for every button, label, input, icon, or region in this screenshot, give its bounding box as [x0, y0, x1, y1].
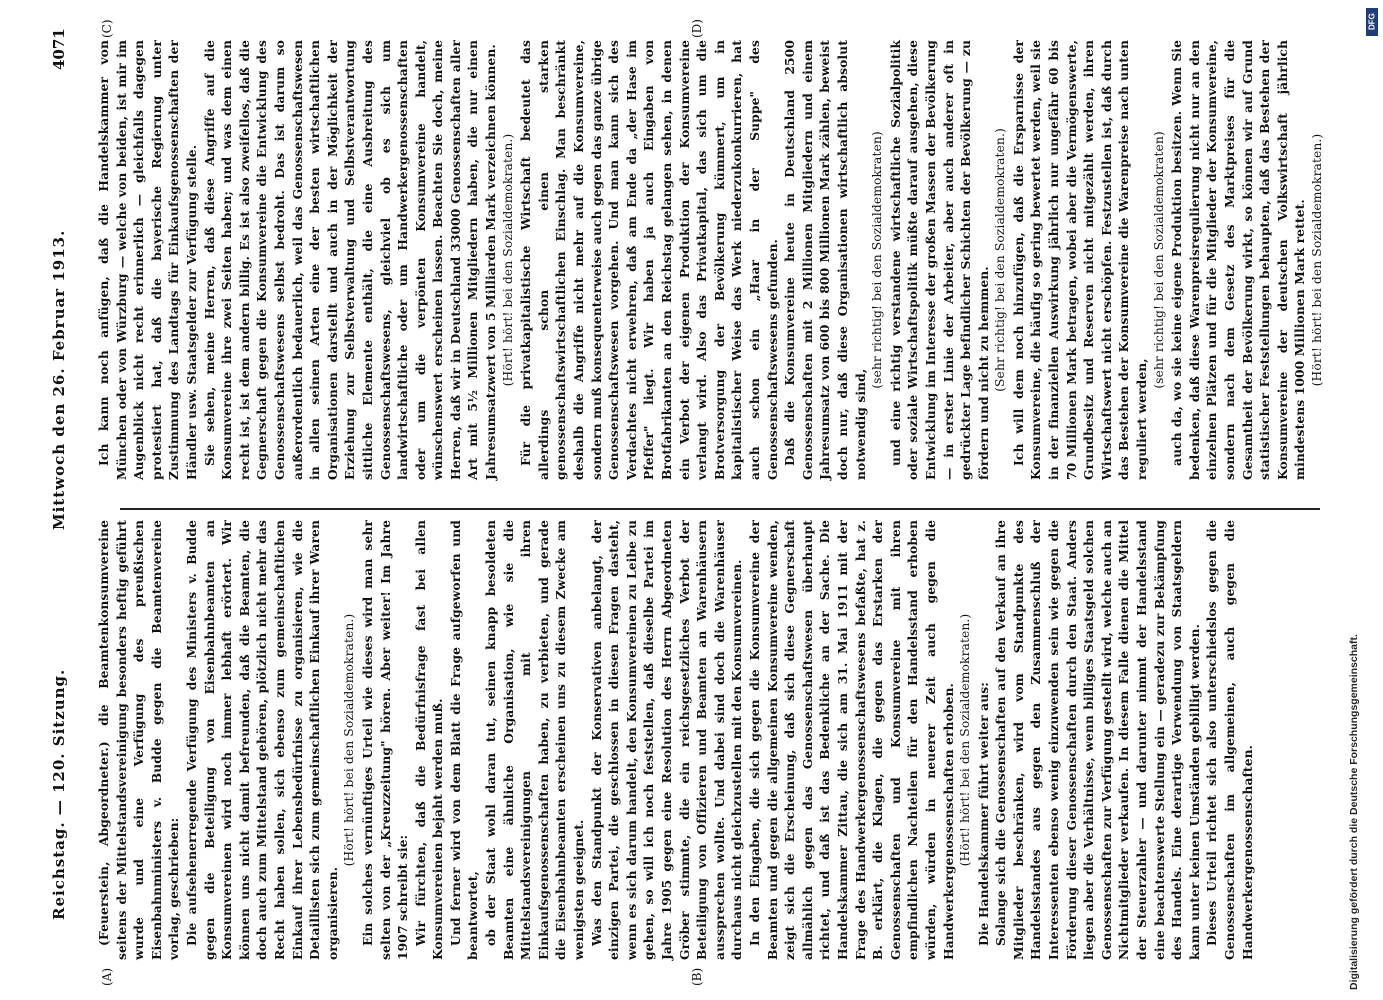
right-column: [95, 40, 1327, 480]
interjection: (sehr richtig! bei den Sozialdemokraten): [870, 131, 885, 389]
header-left: Reichstag. — 120. Sitzung.: [50, 668, 68, 920]
paragraph: Die aufsehenerregende Verfügung des Ministers v. Budde gegen die Beteiligung von Eisenbahnbeamten an Konsumvereinen wird noch immer lebhaft erörtert. Wir können uns nicht damit befreunden, daß die Beamten, die doch auch zum Mittelstand gehören, plötzlich nicht mehr das Recht haben sollen, sich ebenso zum gemeinschaftlichen Einkauf ihrer Lebensbedürfnisse zu organisieren, wie die Detaillisten sich zum gemeinschaftlichen Einkauf ihrer Waren organisieren.: [183, 520, 340, 960]
paragraph: Ein solches vernünftiges Urteil wie dieses wird man sehr selten von der „Kreuzzeitung" hören. Aber weiter! Im Jahre 1907 schreibt sie:: [359, 520, 411, 960]
paragraph: Ich will dem noch hinzufügen, daß die Ersparnisse der Konsumvereine, die häufig so gering bewertet werden, weil sie in der finanziellen Auswirkung jährlich nur ungefähr 60 bis 70 Millionen Mark betragen, wobei aber die Vermögenswerte, Grundbesitz und Reserven nicht mitgezählt werden, ihren Wirtschaftswert nicht erschöpfen. Festzustellen ist, daß durch das Bestehen der Konsumvereine die Warenpreise nach unten reguliert werden,: [1010, 40, 1150, 480]
paragraph: Sie sehen, meine Herren, daß diese Angriffe auf die Konsumvereine ihre zwei Seiten haben; und was dem einen recht ist, ist dem andern billig. Es ist also zweifellos, daß die Gegnerschaft gegen die Konsumvereine die Entwicklung des Genossenschaftswesens selbst bedroht. Das ist darum so außerordentlich bedauerlich, weil das Genossenschaftswesen in allen seinen Arten eine der besten wirtschaftlichen Organisationen darstellt und auch in der Möglichkeit der Erziehung zur Selbstverwaltung und Selbstverantwortung sittliche Elemente enthält, die eine Ausbreitung des Genossenschaftswesens, gleichviel ob es sich um landwirtschaftliche oder um Handwerkergenossenschaften oder um die verpönten Konsumvereine handelt, wünschenswert erscheinen lassen. Beachten Sie doch, meine Herren, daß wir in Deutschland 33000 Genossenschaften aller Art mit 5½ Millionen Mitgliedern haben, die nur einen Jahresumsatzwert von 5 Milliarden Mark verzeichnen können.: [201, 40, 499, 480]
interjection: (Hört! hört! bei den Sozialdemokraten.): [342, 613, 357, 867]
margin-marker-c: (C): [100, 19, 114, 38]
paragraph: Für die privatkapitalistische Wirtschaft bedeutet das allerdings schon einen starken genossenschaftswirtschaftlichen Einschlag. Man beschränkt deshalb die Angriffe nicht mehr auf die Konsumvereine, sondern muß konsequenterweise auch gegen das ganze übrige Genossenschaftswesen vorgehen. Und man kann sich des Verdachtes nicht erwehren, daß am Ende da „der Hase im Pfeffer" liegt. Wir haben ja auch Eingaben von Brotfabrikanten an den Reichstag gelangen sehen, in denen ein Verbot der eigenen Produktion der Konsumvereine verlangt wird. Also das Privatkapital, das sich um die Brotversorgung der Bevölkerung kümmert, um in kapitalistischer Weise das Werk niederzukonkurrieren, hat auch schon ein „Haar in der Suppe" des Genossenschaftswesens gefunden.: [518, 40, 780, 480]
paragraph: Die Handelskammer führt weiter aus:: [975, 682, 991, 946]
page-number: 4071: [50, 28, 68, 70]
interjection: (sehr richtig! bei den Sozialdemokraten): [1151, 131, 1166, 389]
paragraph: Solange sich die Genossenschaften auf den Verkauf an ihre Mitglieder beschränken, wird vom Standpunkte des Handelsstandes aus gegen den Zusammenschluß der Interessenten ebenso wenig einzuwenden sein wie gegen die Förderung dieser Genossenschaften durch den Staat. Anders liegen aber die Verhältnisse, wenn billiges Staatsgeld solchen Genossenschaften zur Verfügung gestellt wird, welche auch an Nichtmitglieder verkaufen. In diesem Falle dienen die Mittel der Steuerzahler — und darunter nimmt der Handelsstand eine beachtenswerte Stellung ein — geradezu zur Bekämpfung des Handels. Eine derartige Verwendung von Staatsgeldern kann unter keinen Umständen gebilligt werden.: [993, 520, 1202, 960]
paragraph: ob der Staat wohl daran tut, seinen knapp besoldeten Beamten eine ähnliche Organisation, wie sie die Mittelstandsvereinigungen mit ihren Einkaufsgenossenschaften haben, zu verbieten, und gerade die Eisenbahnbeamten erscheinen uns zu diesem Zwecke am wenigsten geeignet.: [483, 520, 587, 960]
paragraph: Und ferner wird von dem Blatt die Frage aufgeworfen und beantwortet,: [447, 520, 481, 960]
paragraph: und eine richtig verstandene wirtschaftliche Sozialpolitik oder soziale Wirtschaftspolitik müßte darauf ausgehen, diese Entwicklung im Interesse der großen Massen der Bevölkerung — in erster Linie der Arbeiter, aber auch anderer oft in gedrückter Lage befindlicher Schichten der Bevölkerung — zu fördern und nicht zu hemmen.: [887, 40, 991, 480]
page-header: [40, 0, 80, 1000]
paragraph: Ich kann noch anfügen, daß die Handelskammer von München oder von Würzburg — welche von beiden, ist mir im Augenblick nicht recht erinnerlich — gleichfalls dagegen protestiert hat, daß die bayerische Regierung unter Zustimmung des Landtags für Einkaufsgenossenschaften der Händler usw. Staatsgelder zur Verfügung stelle.: [96, 40, 199, 480]
margin-marker-d: (D): [690, 19, 704, 38]
header-date: Mittwoch den 26. Februar 1913.: [50, 229, 68, 530]
paragraph: Was den Standpunkt der Konservativen anbelangt, der einzigen Partei, die geschlossen in diesen Fragen dasteht, wenn es sich darum handelt, den Konsumvereinen zu Leibe zu gehen, so will ich noch feststellen, daß dieselbe Partei im Jahre 1905 gegen eine Resolution des Herrn Abgeordneten Gröber stimmte, die ein reichsgesetzliches Verbot der Beteiligung von Offizieren und Beamten an Warenhäusern aussprechen wollte. Und dabei sind doch die Warenhäuser durchaus nicht gleichzustellen mit den Konsumvereinen.: [588, 520, 745, 960]
dfg-logo: DFG: [1366, 8, 1378, 36]
interjection: (Hört! hört! bei den Sozialdemokraten.): [500, 133, 515, 387]
margin-marker-a: (A): [100, 967, 114, 986]
left-column: [95, 520, 1256, 960]
interjection: (Hört! hört! bei den Sozialdemokraten.): [958, 613, 973, 867]
margin-marker-b: (B): [690, 967, 704, 986]
paragraph: In den Eingaben, die sich gegen die Konsumvereine der Beamten und gegen die allgemeinen Konsumvereine wenden, zeigt sich die Erscheinung, daß sich diese Gegnerschaft allmählich gegen das Genossenschaftswesen überhaupt richtet, und daß ist das Bedenkliche an der Sache. Die Handelskammer Zittau, die sich am 31. Mai 1911 mit der Frage des Handwerkergenossenschaftswesens befaßte, hat z. B. erklärt, die Klagen, die gegen das Erstarken der Genossenschaften und Konsumvereine mit ihren empfindlichen Nachteilen für den Handelsstand erhoben würden, würden in neuerer Zeit auch gegen die Handwerkergenossenschaften erhoben.: [746, 520, 956, 960]
digitization-note: Digitalisierung gefördert durch die Deutsche Forschungsgemeinschaft.: [1348, 634, 1360, 990]
paragraph: Dieses Urteil richtet sich also unterschiedslos gegen die Genossenschaften im allgemeinen, auch gegen die Handwerkergenossenschaften.: [1204, 520, 1255, 960]
paragraph: Daß die Konsumvereine heute in Deutschland 2500 Genossenschaften mit 2 Millionen Mitgliedern und einem Jahresumsatz von 600 bis 800 Millionen Mark zählen, beweist doch nur, daß diese Organisationen wirtschaftlich absolut notwendig sind,: [782, 40, 868, 480]
paragraph: Wir fürchten, daß die Bedürfnisfrage fast bei allen Konsumvereinen bejaht werden muß.: [412, 520, 446, 960]
interjection: (Sehr richtig! bei den Sozialdemokraten.): [993, 128, 1008, 392]
column-divider: [120, 508, 1320, 510]
paragraph: (Feuerstein, Abgeordneter.) die Beamtenkonsumvereine seitens der Mittelstandsvereinigung besonders heftig geführt wurde und eine Verfügung des preußischen Eisenbahnministers v. Budde gegen die Beamtenvereine vorlag, geschrieben:: [96, 520, 182, 960]
paragraph: auch da, wo sie keine eigene Produktion besitzen. Wenn Sie bedenken, daß diese Warenpreisregulierung nicht nur an den einzelnen Plätzen und für die Mitglieder der Konsumvereine, sondern nach dem Gesetz des Marktpreises für die Gesamtheit der Bevölkerung wirkt, so können wir auf Grund statistischer Feststellungen behaupten, daß das Bestehen der Konsumvereine der deutschen Volkswirtschaft jährlich mindestens 1000 Millionen Mark rettet.: [1169, 40, 1308, 480]
interjection: (Hört! hört! bei den Sozialdemokraten.): [1309, 133, 1324, 387]
